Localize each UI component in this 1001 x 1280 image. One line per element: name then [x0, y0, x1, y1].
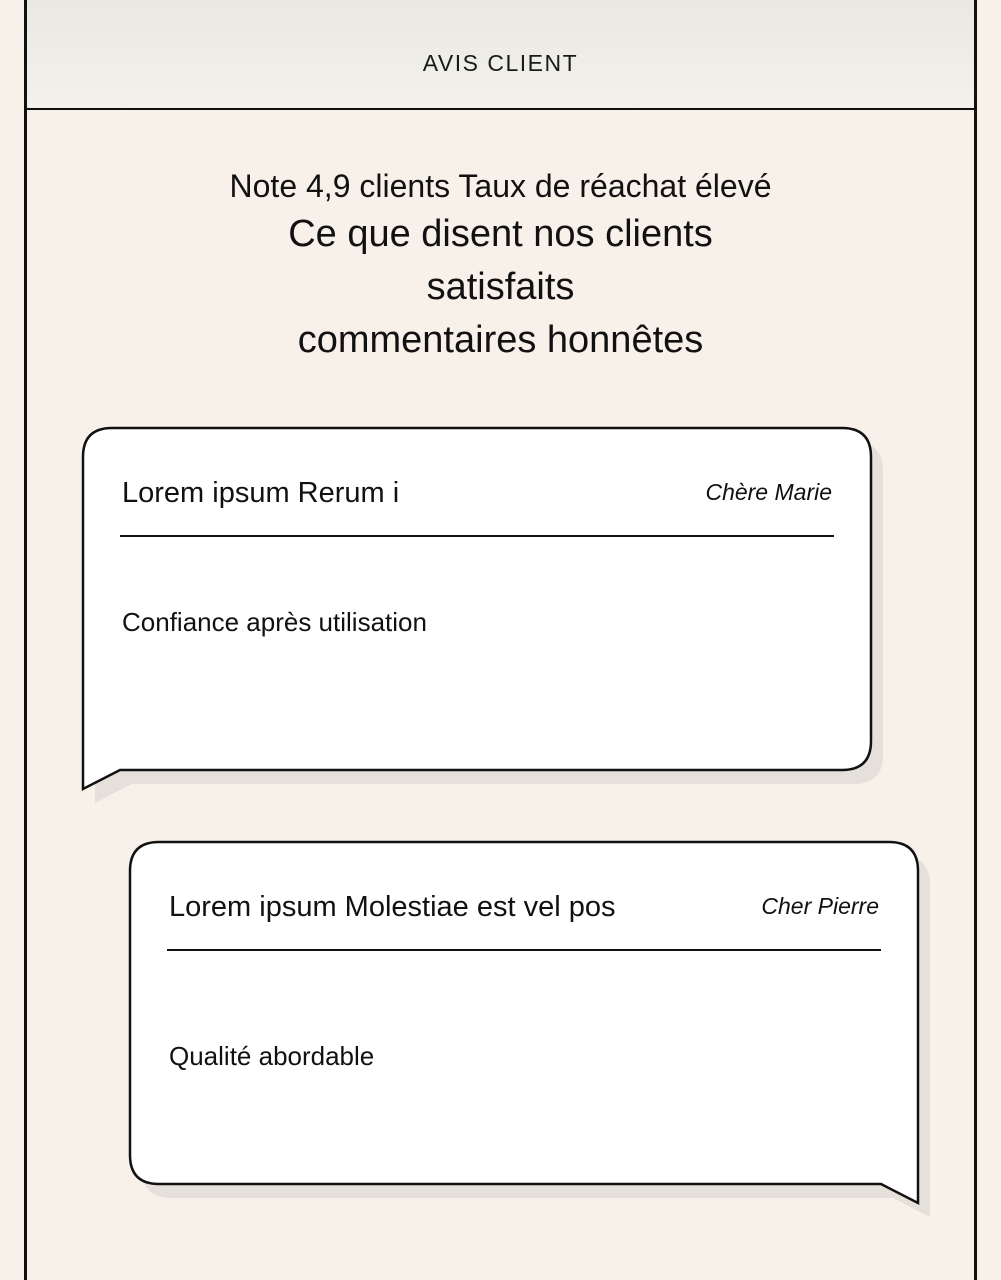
- review-text: Confiance après utilisation: [122, 607, 427, 637]
- review-text: Qualité abordable: [169, 1041, 375, 1071]
- section-heading-line-1: Ce que disent nos clients: [288, 213, 713, 255]
- review-card: [82, 427, 872, 791]
- review-divider: [120, 535, 834, 537]
- review-title: Lorem ipsum Molestiae est vel pos: [169, 891, 616, 923]
- review-title: Lorem ipsum Rerum i: [122, 477, 400, 509]
- review-divider: [167, 949, 881, 951]
- review-author: Cher Pierre: [761, 893, 879, 919]
- rating-summary: Note 4,9 clients Taux de réachat élevé: [229, 168, 772, 204]
- section-heading-line-3: commentaires honnêtes: [297, 319, 704, 361]
- section-heading-line-2: satisfaits: [426, 266, 575, 308]
- header-bar: [27, 0, 974, 110]
- review-author: Chère Marie: [705, 479, 832, 505]
- intro-section: [0, 164, 1001, 367]
- review-card: [129, 841, 919, 1205]
- header-title: AVIS CLIENT: [422, 50, 579, 76]
